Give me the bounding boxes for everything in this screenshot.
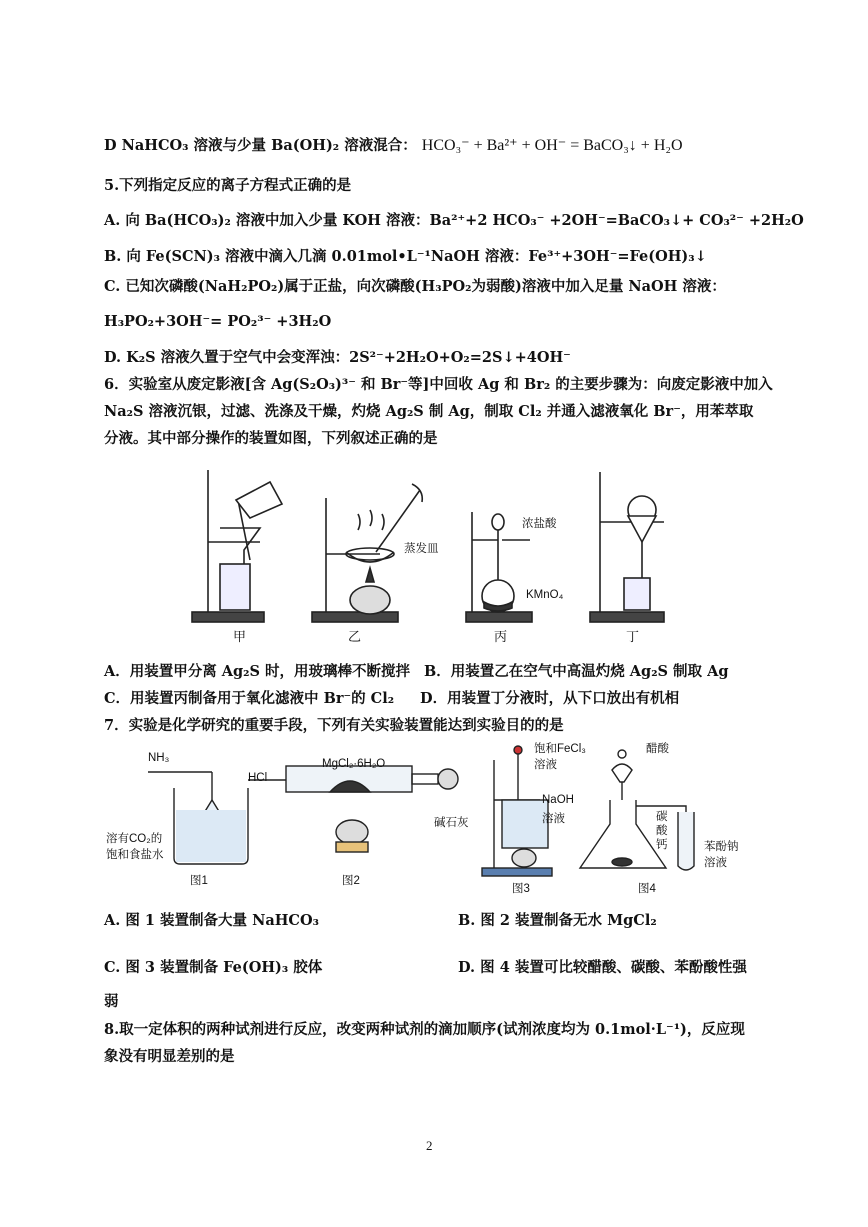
label-hcl: HCl [248,772,268,784]
q6-apparatus-figure [180,460,700,650]
question-6-option-b: B．用装置乙在空气中高温灼烧 Ag₂S 制取 Ag [424,663,729,680]
question-5-stem: 5.下列指定反应的离子方程式正确的是 [104,177,352,194]
option-a-text: A．用装置甲分离 Ag₂S 时，用玻璃棒不断搅拌 [104,663,411,680]
question-7-option-d-cont: 弱 [104,993,119,1010]
label-phenol1: 苯酚钠 [704,841,739,853]
question-5-option-c-eq: H₃PO₂+3OH⁻= PO₂³⁻ +3H₂O [104,313,332,330]
caption-fig4: 图4 [638,883,656,895]
question-6-option-c: C．用装置丙制备用于氧化滤液中 Br⁻的 Cl₂ [104,690,395,707]
label-kmno4: KMnO₄ [526,589,564,601]
question-7-option-b: B. 图 2 装置制备无水 MgCl₂ [458,912,657,929]
question-7-option-d: D. 图 4 装置可比较醋酸、碳酸、苯酚酸性强 [458,959,747,976]
label-co2-sat2: 饱和食盐水 [106,849,164,861]
option-label: D [104,137,117,154]
label-caco3-1: 碳 [656,811,668,823]
apparatus-fig2 [248,766,458,852]
question-6-stem-3: 分液。其中部分操作的装置如图，下列叙述正确的是 [104,430,438,447]
question-6-option-a [104,662,410,682]
label-naoh2: 溶液 [542,813,565,825]
question-5-option-c: C. 已知次磷酸(NaH₂PO₂)属于正盐，向次磷酸(H₃PO₂为弱酸)溶液中加入足量 NaOH 溶液： [104,278,726,295]
question-7-stem: 7．实验是化学研究的重要手段，下列有关实验装置能达到实验目的的是 [104,717,564,734]
label-fecl3-1: 饱和FeCl₃ [534,743,586,755]
question-7-option-c: C. 图 3 装置制备 Fe(OH)₃ 胶体 [104,959,323,976]
question-7-option-a: A. 图 1 装置制备大量 NaHCO₃ [104,912,319,929]
label-naoh1: NaOH [542,794,574,806]
label-caco3-2: 酸 [656,825,668,837]
question-5-option-a: A. 向 Ba(HCO₃)₂ 溶液中加入少量 KOH 溶液：Ba²⁺+2 HCO₃⁻ +2OH⁻=BaCO₃↓+ CO₃²⁻ +2H₂O [104,212,804,229]
caption-bing: 丙 [494,629,508,644]
label-caco3-3: 钙 [656,839,668,851]
apparatus-fig4 [580,750,694,870]
equation: HCO₃⁻ + Ba²⁺ + OH⁻ = BaCO₃↓ + H₂O [421,137,683,154]
question-8-stem-1: 8.取一定体积的两种试剂进行反应，改变两种试剂的滴加顺序(试剂浓度均为 0.1mol·L⁻¹)，反应现 [104,1021,745,1038]
caption-fig3: 图3 [512,883,530,895]
question-6-option-d: D．用装置丁分液时，从下口放出有机相 [420,690,680,707]
label-nh3: NH₃ [148,752,170,764]
apparatus-ding [590,472,664,622]
caption-jia: 甲 [233,629,247,644]
apparatus-jia [192,470,282,622]
question-8-stem-2: 象没有明显差别的是 [104,1048,235,1065]
page-number: 2 [426,1138,433,1153]
caption-yi: 乙 [348,629,362,644]
caption-fig1: 图1 [190,875,208,887]
label-acetic: 醋酸 [646,743,669,755]
label-co2-sat: 溶有CO₂的 [106,833,163,845]
label-soda-lime: 碱石灰 [434,817,469,829]
question-5-option-b: B. 向 Fe(SCN)₃ 溶液中滴入几滴 0.01mol•L⁻¹NaOH 溶液：Fe³⁺+3OH⁻=Fe(OH)₃↓ [104,248,707,265]
question-6-stem-2: Na₂S 溶液沉银，过滤、洗涤及干燥，灼烧 Ag₂S 制 Ag，制取 Cl₂ 并通入滤液氧化 Br⁻，用苯萃取 [104,403,754,420]
caption-fig2: 图2 [342,875,360,887]
question-6-stem-1: 6．实验室从废定影液[含 Ag(S₂O₃)³⁻ 和 Br⁻等]中回收 Ag 和 Br₂ 的主要步骤为：向废定影液中加入 [104,376,773,393]
label-evap-dish: 蒸发皿 [404,543,439,555]
question-5-option-d: D. K₂S 溶液久置于空气中会变浑浊：2S²⁻+2H₂O+O₂=2S↓+4OH⁻ [104,349,571,366]
q4-option-d [104,136,683,156]
label-phenol2: 溶液 [704,857,727,869]
label-mgcl2: MgCl₂·6H₂O [322,758,386,770]
caption-ding: 丁 [626,629,640,644]
label-conc-hcl: 浓盐酸 [522,518,557,530]
label-fecl3-2: 溶液 [534,759,557,771]
option-text: NaHCO₃ 溶液与少量 Ba(OH)₂ 溶液混合： [121,137,417,154]
